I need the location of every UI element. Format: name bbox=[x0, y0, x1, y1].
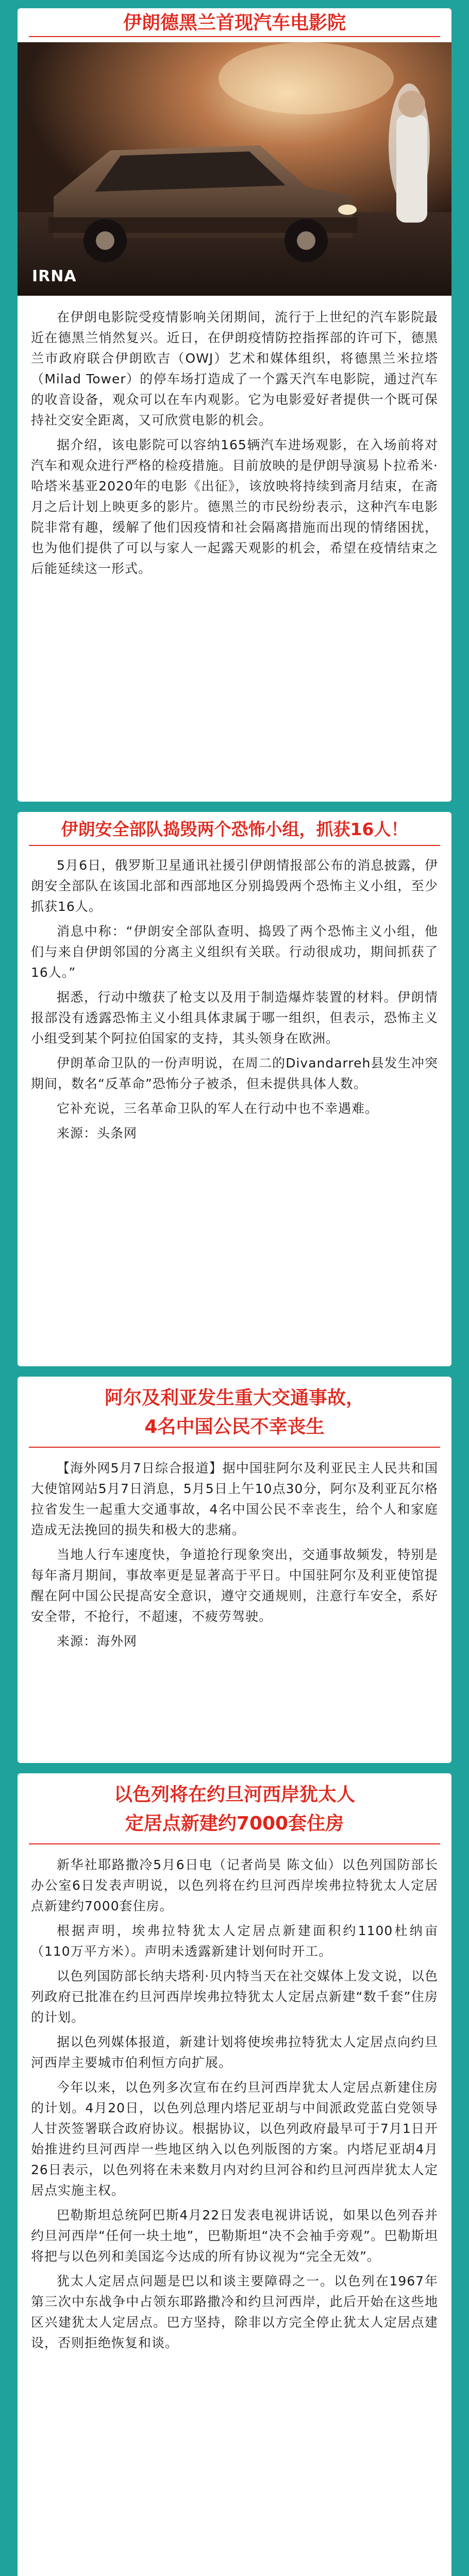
title-line-2: 4名中国公民不幸丧生 bbox=[144, 1416, 325, 1437]
article-title: 伊朗安全部队捣毁两个恐怖小组，抓获16人！ bbox=[61, 819, 408, 839]
article-paragraph: 今年以来，以色列多次宣布在约旦河西岸犹太人定居点新建住房的计划。4月20日，以色列总理内塔尼亚胡与中间派政党蓝白党领导人甘茨签署联合政府协议。根据协议，以色列政府最早可于7月1日开始推进约旦河西岸一些地区纳入以色列版图的方案。内塔尼亚胡4月26日表示，以色列将在未来数月内对约旦河谷和约旦河西岸犹太人定居点实施主权。 bbox=[31, 2080, 438, 2198]
article-photo bbox=[18, 42, 451, 296]
title-line-1: 以色列将在约旦河西岸犹太人 bbox=[113, 1784, 355, 1805]
article-paragraph: 5月6日，俄罗斯卫星通讯社援引伊朗情报部公布的消息披露，伊朗安全部队在该国北部和西部地区分别捣毁两个恐怖主义小组，至少抓获16人。 bbox=[31, 858, 438, 914]
article-paragraph: 它补充说，三名革命卫队的军人在行动中也不幸遇难。 bbox=[57, 1101, 379, 1116]
article-title bbox=[31, 1377, 438, 1442]
article-paragraph: 以色列国防部长纳夫塔利·贝内特当天在社交媒体上发文说，以色列政府已批准在约旦河西岸埃弗拉特犹太人定居点新建“数千套”住房的计划。 bbox=[31, 1969, 438, 2025]
article-paragraph: 据介绍，该电影院可以容纳165辆汽车进场观影，在入场前将对汽车和观众进行严格的检疫措施。目前放映的是伊朗导演易卜拉希米·哈塔米基亚2020年的电影《出征》，该放映将持续到斋月结束，在斋月之后计划上映更多的影片。德黑兰的市民纷纷表示，这种汽车电影院非常有趣，缓解了他们因疫情和社会隔离措施而出现的情绪困扰，也为他们提供了可以与家人一起露天观影的机会，希望在疫情结束之后能延续这一形式。 bbox=[31, 437, 438, 576]
article-card-iran-security bbox=[18, 812, 451, 1366]
article-paragraph: 巴勒斯坦总统阿巴斯4月22日发表电视讲话说，如果以色列吞并约旦河西岸“任何一块土地”，巴勒斯坦“决不会袖手旁观”。巴勒斯坦将把与以色列和美国迄今达成的所有协议视为“完全无效”。 bbox=[31, 2208, 438, 2264]
article-source: 来源：头条网 bbox=[57, 1126, 138, 1141]
article-paragraph: 消息中称：“伊朗安全部队查明、捣毁了两个恐怖主义小组，他们与来自伊朗邻国的分离主义组织有关联。行动很成功，期间抓获了16人。” bbox=[31, 924, 438, 980]
article-title: 伊朗德黑兰首现汽车电影院 bbox=[123, 12, 346, 33]
article-paragraph: 据悉，行动中缴获了枪支以及用于制造爆炸装置的材料。伊朗情报部没有透露恐怖主义小组具体隶属于哪一组织，但表示，恐怖主义小组受到某个阿拉伯国家的支持，其头领身在欧洲。 bbox=[31, 990, 438, 1046]
article-paragraph: 当地人行车速度快，争道抢行现象突出，交通事故频发，特别是每年斋月期间，事故率更是显著高于平日。中国驻阿尔及利亚使馆提醒在阿中国公民提高安全意识，遵守交通规则，注意行车安全，系好安全带，不抢行，不超速，不疲劳驾驶。 bbox=[31, 1547, 438, 1624]
article-paragraph: 在伊朗电影院受疫情影响关闭期间，流行于上世纪的汽车影院最近在德黑兰悄然复兴。近日，在伊朗疫情防控指挥部的许可下，德黑兰市政府联合伊朗欧吉（OWJ）艺术和媒体组织，将德黑兰米拉塔（Milad Tower）的停车场打造成了一个露天汽车电影院，通过汽车的收音设备，观众可以在车内观影。它为电影爱好者提供一个既可保持社交安全距离，又可欣赏电影的机会。 bbox=[31, 310, 438, 428]
article-title bbox=[31, 1773, 438, 1838]
article-paragraph: 据以色列媒体报道，新建计划将使埃弗拉特犹太人定居点向约旦河西岸主要城市伯利恒方向扩展。 bbox=[31, 2035, 438, 2070]
article-paragraph: 伊朗革命卫队的一份声明说，在周二的Divandarreh县发生冲突期间，数名“反革命”恐怖分子被杀，但未提供具体人数。 bbox=[31, 1056, 438, 1091]
title-line-2: 定居点新建约7000套住房 bbox=[125, 1813, 344, 1834]
article-paragraph: 新华社耶路撒冷5月6日电（记者尚昊 陈文仙）以色列国防部长办公室6日发表声明说，以色列将在约旦河西岸埃弗拉特犹太人定居点新建约7000套住房。 bbox=[31, 1857, 438, 1913]
title-divider bbox=[29, 845, 440, 846]
title-divider bbox=[29, 1447, 440, 1448]
article-paragraph: 犹太人定居点问题是巴以和谈主要障碍之一。以色列在1967年第三次中东战争中占领东耶路撒冷和约旦河西岸，此后开始在这些地区兴建犹太人定居点。巴方坚持，除非以方完全停止犹太人定居点建设，否则拒绝恢复和谈。 bbox=[31, 2274, 438, 2350]
article-card-israel-settlements bbox=[18, 1773, 451, 2576]
title-divider bbox=[29, 1843, 440, 1844]
photo-watermark-logo: IRNA bbox=[32, 267, 77, 285]
article-card-cinema bbox=[18, 8, 451, 802]
article-card-algeria-accident bbox=[18, 1377, 451, 1763]
title-line-1: 阿尔及利亚发生重大交通事故， bbox=[104, 1387, 364, 1409]
article-paragraph: 根据声明，埃弗拉特犹太人定居点新建面积约1100杜纳亩（110万平方米）。声明未透露新建计划何时开工。 bbox=[31, 1923, 438, 1959]
article-source: 来源：海外网 bbox=[57, 1634, 138, 1649]
car-cinema-illustration bbox=[18, 42, 451, 296]
title-divider bbox=[29, 36, 440, 37]
article-paragraph: 【海外网5月7日综合报道】据中国驻阿尔及利亚民主人民共和国大使馆网站5月7日消息，5月5日上午10点30分，阿尔及利亚瓦尔格拉省发生一起重大交通事故，4名中国公民不幸丧生，给个人和家庭造成无法挽回的损失和极大的悲痛。 bbox=[31, 1461, 438, 1537]
